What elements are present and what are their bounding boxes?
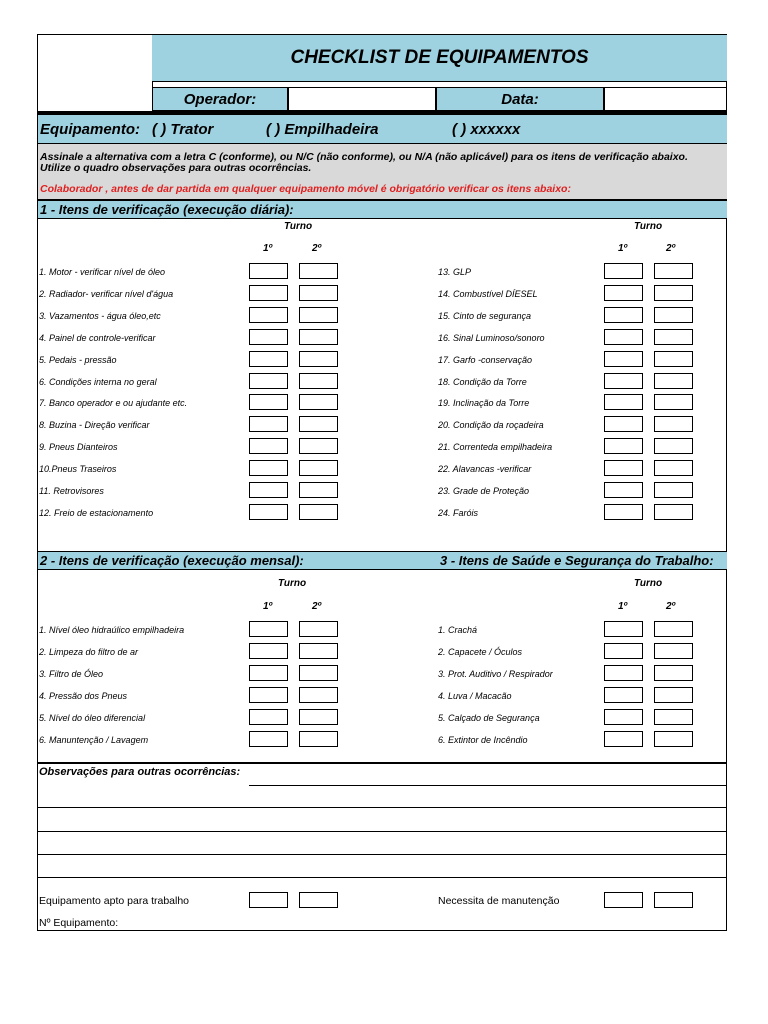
shift-1-checkbox[interactable]: [249, 709, 288, 725]
option-other[interactable]: ( ) xxxxxx: [452, 120, 521, 138]
checklist-form: [37, 34, 727, 931]
checklist-item-label: 2. Capacete / Óculos: [438, 647, 523, 657]
shift-2-checkbox[interactable]: [299, 621, 338, 637]
checklist-item-label: 17. Garfo -conservação: [438, 354, 533, 365]
shift-1-checkbox[interactable]: [604, 438, 643, 454]
shift-2-checkbox[interactable]: [299, 373, 338, 389]
shift-2-header: 2º: [312, 243, 322, 254]
shift-1-checkbox[interactable]: [249, 482, 288, 498]
equipment-row: [38, 115, 727, 144]
shift-2-checkbox[interactable]: [654, 460, 693, 476]
apto-label: Equipamento apto para trabalho: [39, 895, 190, 907]
checklist-item-label: 9. Pneus Dianteiros: [39, 442, 118, 453]
page-title: CHECKLIST DE EQUIPAMENTOS: [152, 35, 727, 82]
shift-2-checkbox[interactable]: [654, 643, 693, 659]
checklist-item-label: 1. Motor - verificar nível de óleo: [39, 267, 166, 277]
shift-1-checkbox[interactable]: [249, 621, 288, 637]
checklist-item-label: 5. Calçado de Segurança: [438, 713, 540, 723]
checklist-item-label: 22. Alavancas -verificar: [438, 464, 532, 475]
checklist-item-label: 2. Radiador- verificar nível d'água: [39, 288, 174, 299]
checklist-item-label: 3. Filtro de Óleo: [39, 669, 104, 679]
obs-line: [38, 877, 727, 878]
shift-1-checkbox[interactable]: [604, 285, 643, 301]
shift-2-checkbox[interactable]: [299, 643, 338, 659]
shift-2-checkbox[interactable]: [299, 460, 338, 476]
checklist-item-label: 6. Manuntenção / Lavagem: [39, 735, 149, 745]
turno-header: Turno: [634, 221, 663, 232]
checklist-item-label: 2. Limpeza do filtro de ar: [39, 647, 139, 657]
shift-2-checkbox[interactable]: [654, 482, 693, 498]
apto-box-2[interactable]: [299, 892, 338, 908]
shift-2-checkbox[interactable]: [299, 263, 338, 279]
checklist-item-label: 6. Extintor de Incêndio: [438, 735, 528, 745]
data-field[interactable]: [604, 87, 727, 111]
turno-header: Turno: [278, 578, 307, 589]
shift-2-checkbox[interactable]: [654, 329, 693, 345]
checklist-item-label: 4. Painel de controle-verificar: [39, 332, 156, 343]
shift-2-checkbox[interactable]: [299, 416, 338, 432]
shift-1-checkbox[interactable]: [249, 665, 288, 681]
checklist-item-label: 11. Retrovisores: [39, 486, 104, 496]
shift-1-checkbox[interactable]: [604, 460, 643, 476]
shift-1-checkbox[interactable]: [604, 394, 643, 410]
checklist-item-label: 20. Condição da roçadeira: [438, 420, 544, 431]
shift-1-checkbox[interactable]: [604, 643, 643, 659]
shift-2-checkbox[interactable]: [654, 438, 693, 454]
shift-1-header: 1º: [263, 601, 273, 612]
shift-2-checkbox[interactable]: [654, 263, 693, 279]
shift-2-header: 2º: [666, 601, 676, 612]
shift-1-checkbox[interactable]: [249, 394, 288, 410]
shift-1-checkbox[interactable]: [604, 504, 643, 520]
logo-area: [38, 35, 153, 111]
shift-1-checkbox[interactable]: [249, 687, 288, 703]
shift-2-checkbox[interactable]: [654, 394, 693, 410]
shift-2-checkbox[interactable]: [299, 351, 338, 367]
checklist-item-label: 19. Inclinação da Torre: [438, 398, 530, 409]
shift-2-checkbox[interactable]: [654, 687, 693, 703]
shift-2-checkbox[interactable]: [299, 709, 338, 725]
operador-field[interactable]: [288, 87, 436, 111]
shift-1-checkbox[interactable]: [249, 329, 288, 345]
shift-1-checkbox[interactable]: [604, 731, 643, 747]
section1-title: 1 - Itens de verificação (execução diária):: [38, 200, 727, 219]
shift-1-checkbox[interactable]: [249, 460, 288, 476]
shift-2-checkbox[interactable]: [299, 504, 338, 520]
shift-2-header: 2º: [666, 243, 676, 254]
checklist-item-label: 6. Condições interna no geral: [39, 376, 157, 387]
shift-1-checkbox[interactable]: [249, 307, 288, 323]
observations-label: Observações para outras ocorrências:: [39, 766, 241, 778]
shift-1-checkbox[interactable]: [249, 416, 288, 432]
shift-1-checkbox[interactable]: [604, 307, 643, 323]
shift-1-checkbox[interactable]: [249, 285, 288, 301]
shift-2-checkbox[interactable]: [299, 329, 338, 345]
checklist-item-label: 13. GLP: [438, 267, 472, 277]
shift-2-checkbox[interactable]: [654, 416, 693, 432]
checklist-item-label: 7. Banco operador e ou ajudante etc.: [39, 398, 188, 409]
shift-2-checkbox[interactable]: [654, 621, 693, 637]
shift-2-checkbox[interactable]: [299, 482, 338, 498]
checklist-item-label: 3. Vazamentos - água óleo,etc: [39, 310, 161, 321]
checklist-item-label: 14. Combustível DÍESEL: [438, 288, 538, 299]
checklist-item-label: 12. Freio de estacionamento: [39, 507, 154, 518]
shift-1-checkbox[interactable]: [249, 263, 288, 279]
instruction-line-1: Assinale a alternativa com a letra C (conforme), ou N/C (não conforme), ou N/A (não aplicável) para os itens de verificação abaixo.: [40, 151, 688, 163]
checklist-item-label: 1. Crachá: [438, 625, 478, 635]
instruction-line-2: Utilize o quadro observações para outras ocorrências.: [40, 162, 312, 174]
checklist-item-label: 18. Condição da Torre: [438, 376, 527, 387]
turno-header: Turno: [634, 578, 663, 589]
instructions: [38, 144, 727, 200]
shift-2-checkbox[interactable]: [654, 307, 693, 323]
shift-2-checkbox[interactable]: [299, 687, 338, 703]
section2-3-header: [38, 551, 727, 570]
shift-1-checkbox[interactable]: [604, 687, 643, 703]
operador-label: Operador:: [152, 87, 288, 111]
shift-1-checkbox[interactable]: [604, 482, 643, 498]
shift-2-checkbox[interactable]: [299, 665, 338, 681]
checklist-item-label: 8. Buzina - Direção verificar: [39, 420, 150, 431]
apto-box-1[interactable]: [249, 892, 288, 908]
shift-1-checkbox[interactable]: [604, 263, 643, 279]
warning-text: Colaborador , antes de dar partida em qualquer equipamento móvel é obrigatório verificar os itens abaixo:: [40, 183, 571, 195]
checklist-item-label: 4. Luva / Macacão: [438, 691, 512, 701]
checklist-item-label: 4. Pressão dos Pneus: [39, 691, 128, 701]
shift-2-checkbox[interactable]: [299, 285, 338, 301]
shift-1-checkbox[interactable]: [249, 351, 288, 367]
checklist-item-label: 24. Faróis: [438, 507, 479, 518]
section2-title: 2 - Itens de verificação (execução mensal):: [40, 553, 304, 568]
shift-1-checkbox[interactable]: [604, 709, 643, 725]
checklist-item-label: 21. Correnteda empilhadeira: [438, 442, 553, 453]
shift-1-checkbox[interactable]: [249, 373, 288, 389]
manutencao-label: Necessita de manutenção: [438, 895, 560, 907]
option-trator[interactable]: ( ) Trator: [152, 120, 214, 138]
shift-1-checkbox[interactable]: [604, 416, 643, 432]
data-label: Data:: [436, 87, 604, 111]
shift-1-checkbox[interactable]: [604, 373, 643, 389]
shift-2-checkbox[interactable]: [299, 731, 338, 747]
manutencao-box-1[interactable]: [604, 892, 643, 908]
section3-title: 3 - Itens de Saúde e Segurança do Trabalho:: [440, 553, 714, 568]
shift-1-checkbox[interactable]: [604, 329, 643, 345]
shift-1-checkbox[interactable]: [249, 731, 288, 747]
shift-2-checkbox[interactable]: [654, 665, 693, 681]
shift-2-checkbox[interactable]: [654, 285, 693, 301]
shift-1-checkbox[interactable]: [249, 438, 288, 454]
checklist-item-label: 23. Grade de Proteção: [438, 486, 530, 496]
shift-2-checkbox[interactable]: [654, 731, 693, 747]
checklist-item-label: 10.Pneus Traseiros: [39, 464, 117, 475]
equipment-number-label: Nº Equipamento:: [39, 917, 119, 929]
checklist-item-label: 5. Nível do óleo diferencial: [39, 713, 146, 723]
observations-field[interactable]: [38, 786, 727, 876]
option-empilhadeira[interactable]: ( ) Empilhadeira: [266, 120, 379, 138]
shift-1-checkbox[interactable]: [249, 643, 288, 659]
shift-1-checkbox[interactable]: [249, 504, 288, 520]
turno-header: Turno: [284, 221, 313, 232]
shift-1-checkbox[interactable]: [604, 665, 643, 681]
checklist-item-label: 16. Sinal Luminoso/sonoro: [438, 332, 545, 343]
checklist-item-label: 15. Cinto de segurança: [438, 310, 532, 321]
shift-2-checkbox[interactable]: [299, 307, 338, 323]
checklist-item-label: 1. Nível óleo hidraúlico empilhadeira: [39, 625, 185, 635]
shift-1-checkbox[interactable]: [604, 351, 643, 367]
shift-1-header: 1º: [618, 243, 628, 254]
shift-2-checkbox[interactable]: [654, 709, 693, 725]
shift-1-header: 1º: [263, 243, 273, 254]
shift-2-header: 2º: [312, 601, 322, 612]
shift-2-checkbox[interactable]: [299, 438, 338, 454]
divider: [38, 762, 727, 764]
shift-2-checkbox[interactable]: [299, 394, 338, 410]
checklist-item-label: 5. Pedais - pressão: [39, 354, 117, 365]
equipment-label: Equipamento:: [40, 120, 140, 138]
shift-1-header: 1º: [618, 601, 628, 612]
shift-2-checkbox[interactable]: [654, 504, 693, 520]
manutencao-box-2[interactable]: [654, 892, 693, 908]
shift-1-checkbox[interactable]: [604, 621, 643, 637]
checklist-item-label: 3. Prot. Auditivo / Respirador: [438, 669, 553, 679]
shift-2-checkbox[interactable]: [654, 373, 693, 389]
shift-2-checkbox[interactable]: [654, 351, 693, 367]
